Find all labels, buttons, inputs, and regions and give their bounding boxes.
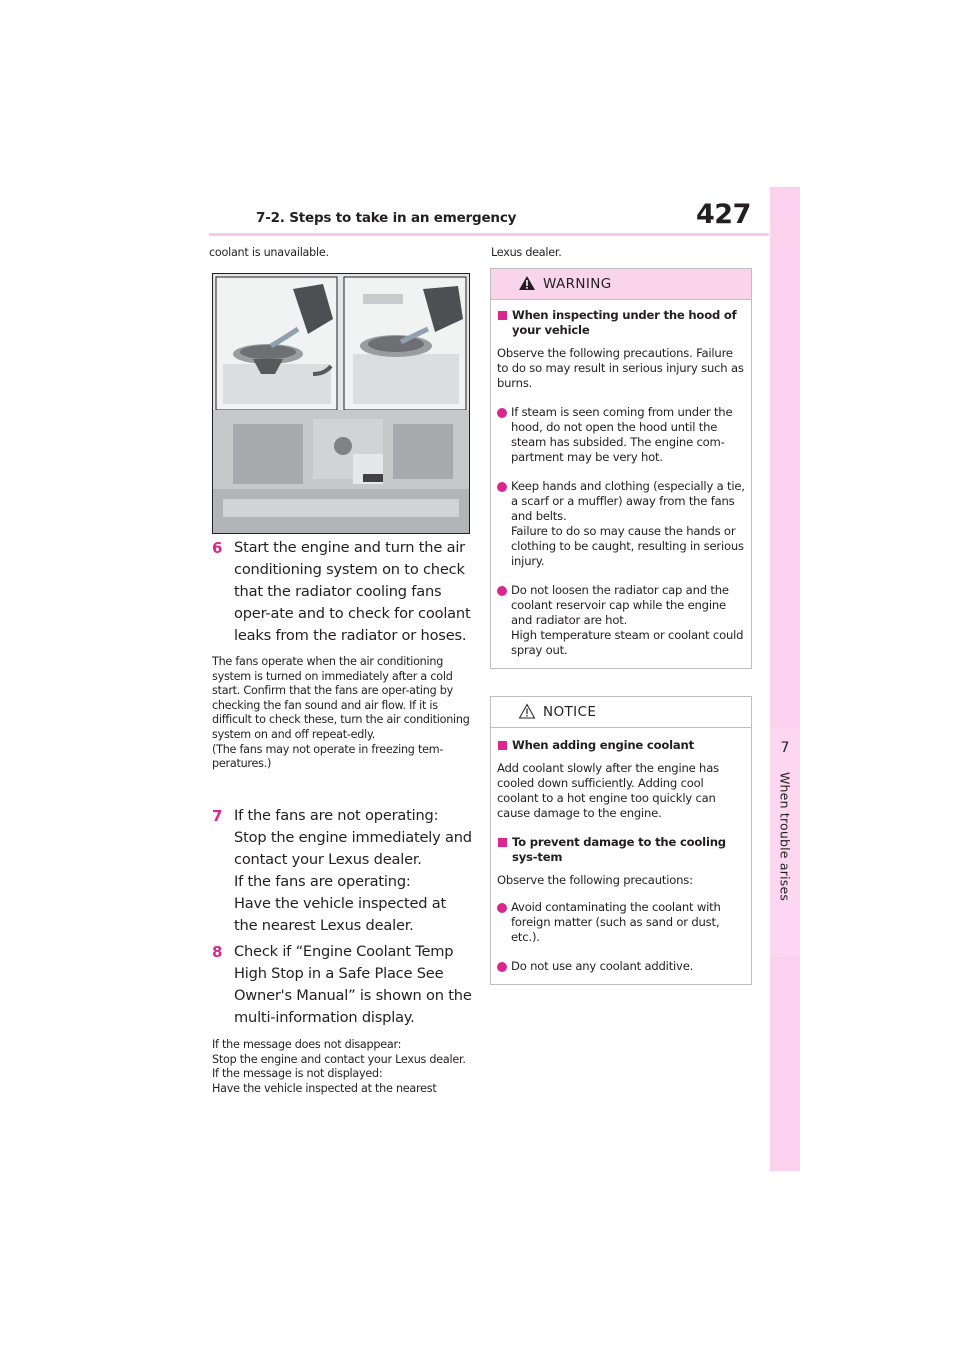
step-7-line-4: Have the vehicle inspected at the nearest Lexus dealer.	[234, 895, 447, 934]
warning-bullet-3: Do not loosen the radiator cap and the coolant reservoir cap while the engine and radiator are hot. High temperature steam or coolant could spray out.	[497, 583, 745, 658]
round-bullet-icon	[497, 962, 507, 972]
step-6-text: Start the engine and turn the air conditioning system on to check that the radiator cooling fans oper-ate and to check for coolant leaks from the radiator or hoses.	[234, 539, 471, 644]
warning-title: WARNING	[543, 276, 612, 292]
warning-box	[490, 268, 752, 669]
warning-bullet-2: Keep hands and clothing (especially a tie, a scarf or a muffler) away from the fans and belts. Failure to do so may cause the hands or clothing to be caught, resulting in serious injury.	[497, 479, 745, 569]
chapter-number: 7	[780, 740, 790, 756]
notice-text-1: Add coolant slowly after the engine has cooled down sufficiently. Adding cool coolant to a hot engine too quickly can cause damage to the engine.	[497, 761, 719, 820]
chapter-side-tab[interactable]	[770, 187, 800, 1171]
step-7-number: 7	[212, 807, 223, 825]
step-7-line-1: If the fans are not operating:	[234, 807, 439, 824]
engine-compartment-illustration	[212, 273, 470, 534]
step-7-line-2: Stop the engine immediately and contact your Lexus dealer.	[234, 829, 472, 868]
warning-intro: Observe the following precautions. Failure to do so may result in serious injury such as burns.	[497, 346, 744, 390]
step-6	[212, 537, 472, 647]
intro-text: coolant is unavailable.	[209, 246, 329, 259]
round-bullet-icon	[497, 408, 507, 418]
square-bullet-icon	[498, 311, 507, 320]
step-6-note: The fans operate when the air conditioning system is turned on immediately after a cold start. Confirm that the fans are oper-ating by checking the fan sound and air flow. If it is difficult to check these, turn the air conditioning system on and off repeat-edly. (The fans may not operate in freezing tem-peratures.)	[212, 655, 470, 771]
square-bullet-icon	[498, 838, 507, 847]
notice-bullet-1: Avoid contaminating the coolant with foreign matter (such as sand or dust, etc.).	[497, 900, 745, 945]
step-7-line-3: If the fans are operating:	[234, 873, 411, 890]
notice-title: NOTICE	[543, 704, 597, 720]
warning-triangle-icon	[518, 275, 536, 291]
chapter-label: When trouble arises	[777, 772, 793, 902]
page-number: 427	[696, 199, 751, 230]
step-8-text: Check if “Engine Coolant Temp High Stop in a Safe Place See Owner's Manual” is shown on the multi-information display.	[234, 943, 472, 1026]
engine-illustration-icon	[213, 274, 469, 533]
notice-box	[490, 696, 752, 985]
step-8-number: 8	[212, 943, 223, 961]
round-bullet-icon	[497, 482, 507, 492]
square-bullet-icon	[498, 741, 507, 750]
step-6-number: 6	[212, 539, 223, 557]
continuation-text: Lexus dealer.	[491, 246, 562, 259]
step-8	[212, 941, 472, 1029]
round-bullet-icon	[497, 903, 507, 913]
step-7	[212, 805, 472, 937]
warning-heading: When inspecting under the hood of your vehicle	[497, 308, 745, 338]
round-bullet-icon	[497, 586, 507, 596]
header-rule	[209, 233, 769, 236]
notice-heading-2: To prevent damage to the cooling sys-tem	[497, 835, 745, 865]
notice-header	[491, 697, 751, 728]
notice-triangle-icon	[518, 703, 536, 719]
notice-bullet-2: Do not use any coolant additive.	[497, 959, 745, 974]
notice-text-2: Observe the following precautions:	[497, 873, 693, 887]
section-title: 7-2. Steps to take in an emergency	[256, 210, 517, 226]
warning-bullet-1: If steam is seen coming from under the hood, do not open the hood until the steam has subsided. The engine com-partment may be very hot.	[497, 405, 745, 465]
notice-heading-1: When adding engine coolant	[497, 738, 745, 753]
step-8-note: If the message does not disappear: Stop the engine and contact your Lexus dealer. If the message is not displayed: Have the vehicle inspected at the nearest	[212, 1038, 466, 1095]
warning-header	[491, 269, 751, 300]
